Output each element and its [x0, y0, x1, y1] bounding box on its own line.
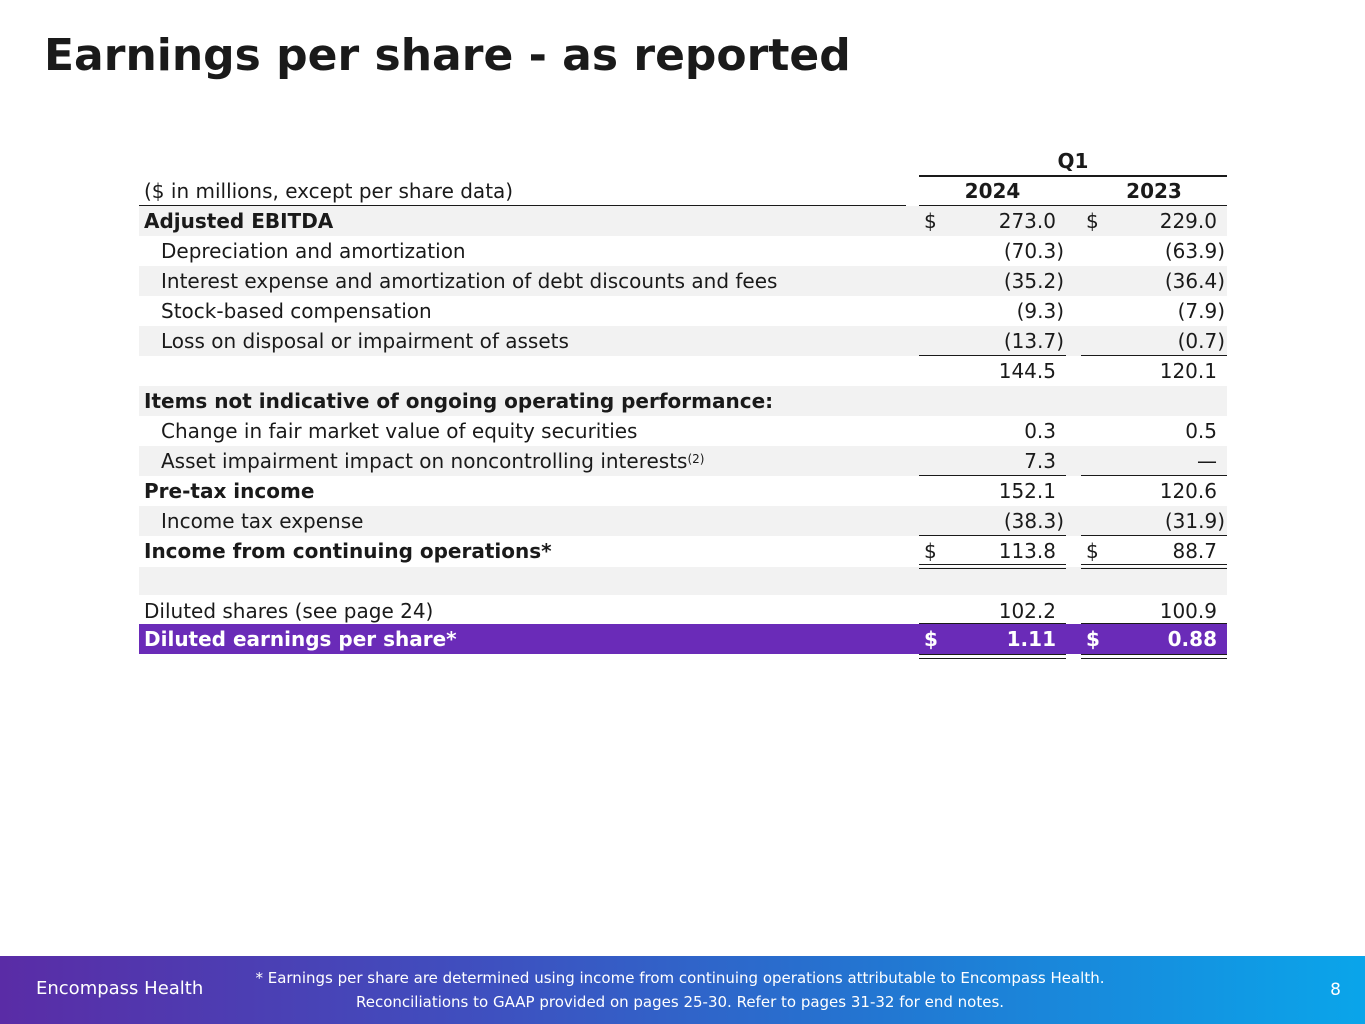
- row-label: Income from continuing operations*: [144, 539, 552, 563]
- row-label: Income tax expense: [161, 509, 364, 533]
- value-2023: (36.4): [1164, 269, 1225, 293]
- eps-rule-2023-a: [1081, 654, 1227, 655]
- value-2024: 144.5: [998, 359, 1056, 383]
- value-2023: 0.5: [1185, 419, 1217, 443]
- row-label: Interest expense and amortization of debt discounts and fees: [161, 269, 778, 293]
- value-2024: (38.3): [1003, 509, 1064, 533]
- dollar-sign: $: [924, 539, 937, 563]
- table-row-subtotal: [139, 356, 1227, 386]
- table-row-pretax-income: [139, 476, 1227, 506]
- value-2023: 0.88: [1167, 627, 1217, 651]
- value-2024: (13.7): [1003, 329, 1064, 353]
- brand-name: Encompass Health: [36, 978, 204, 999]
- value-2024: 152.1: [998, 479, 1056, 503]
- year-2024-header: 2024: [964, 179, 1021, 203]
- row-label: Pre-tax income: [144, 479, 315, 503]
- table-row: [139, 506, 1227, 536]
- eps-rule-2024-b: [919, 658, 1066, 659]
- value-2024: (9.3): [1016, 299, 1064, 323]
- value-2024: 102.2: [998, 599, 1056, 623]
- row-label: Diluted shares (see page 24): [144, 599, 434, 623]
- row-label: Change in fair market value of equity securities: [161, 419, 638, 443]
- value-2024: 1.11: [1006, 627, 1056, 651]
- value-2023: —: [1197, 449, 1217, 473]
- double-rule-2023-c: [1081, 568, 1227, 569]
- footer-note: [240, 966, 1120, 1014]
- dollar-sign: $: [1086, 627, 1100, 651]
- table-row: [139, 416, 1227, 446]
- value-2024: 7.3: [1024, 449, 1056, 473]
- footer-bar: [0, 956, 1365, 1024]
- eps-rule-2023-b: [1081, 658, 1227, 659]
- units-label: ($ in millions, except per share data): [144, 179, 514, 203]
- double-rule-2024-c: [919, 568, 1066, 569]
- row-label: Stock-based compensation: [161, 299, 432, 323]
- period-header: Q1: [1057, 149, 1089, 173]
- table-row: [139, 296, 1227, 326]
- row-label: Adjusted EBITDA: [144, 209, 334, 233]
- footer-note-line-2: Reconciliations to GAAP provided on pages 25-30. Refer to pages 31-32 for end notes.: [355, 993, 1005, 1011]
- row-label: Depreciation and amortization: [161, 239, 466, 263]
- page-number: 8: [1330, 980, 1341, 1000]
- value-2023: 100.9: [1159, 599, 1217, 623]
- footer-note-line-1: * Earnings per share are determined using income from continuing operations attributable to Encompass Health.: [255, 969, 1105, 987]
- value-2023: (63.9): [1164, 239, 1225, 263]
- table-row-spacer: [139, 567, 1227, 595]
- value-2023: (7.9): [1177, 299, 1225, 323]
- footnote-ref: (2): [687, 452, 705, 466]
- table-row-income-continuing-ops: [139, 536, 1227, 566]
- value-2023: 120.1: [1159, 359, 1217, 383]
- row-label: Diluted earnings per share*: [144, 627, 457, 651]
- value-2024: (70.3): [1003, 239, 1064, 263]
- row-label: [161, 446, 704, 476]
- table-row: [139, 446, 1227, 476]
- eps-rule-2024-a: [919, 654, 1066, 655]
- table-row-diluted-shares: [139, 596, 1227, 626]
- table-row-diluted-eps: [139, 624, 1227, 654]
- table-row: [139, 236, 1227, 266]
- table-row-section-header: [139, 386, 1227, 416]
- dollar-sign: $: [1086, 209, 1099, 233]
- value-2024: 0.3: [1024, 419, 1056, 443]
- row-label: Items not indicative of ongoing operating performance:: [144, 389, 774, 413]
- double-rule-2024-a: [919, 564, 1066, 565]
- value-2023: (0.7): [1177, 329, 1225, 353]
- value-2023: (31.9): [1164, 509, 1225, 533]
- double-rule-2023-a: [1081, 564, 1227, 565]
- dollar-sign: $: [1086, 539, 1099, 563]
- table-row-adjusted-ebitda: [139, 206, 1227, 236]
- page-title: Earnings per share - as reported: [44, 30, 851, 81]
- table-row: [139, 326, 1227, 356]
- dollar-sign: $: [924, 627, 938, 651]
- row-label: Loss on disposal or impairment of assets: [161, 329, 569, 353]
- value-2023: 88.7: [1172, 539, 1217, 563]
- value-2024: (35.2): [1003, 269, 1064, 293]
- year-2023-header: 2023: [1126, 179, 1182, 203]
- value-2024: 273.0: [998, 209, 1056, 233]
- value-2023: 120.6: [1159, 479, 1217, 503]
- value-2024: 113.8: [998, 539, 1056, 563]
- value-2023: 229.0: [1159, 209, 1217, 233]
- table-row: [139, 266, 1227, 296]
- dollar-sign: $: [924, 209, 937, 233]
- row-label-text: Asset impairment impact on noncontrolling interests: [161, 449, 688, 473]
